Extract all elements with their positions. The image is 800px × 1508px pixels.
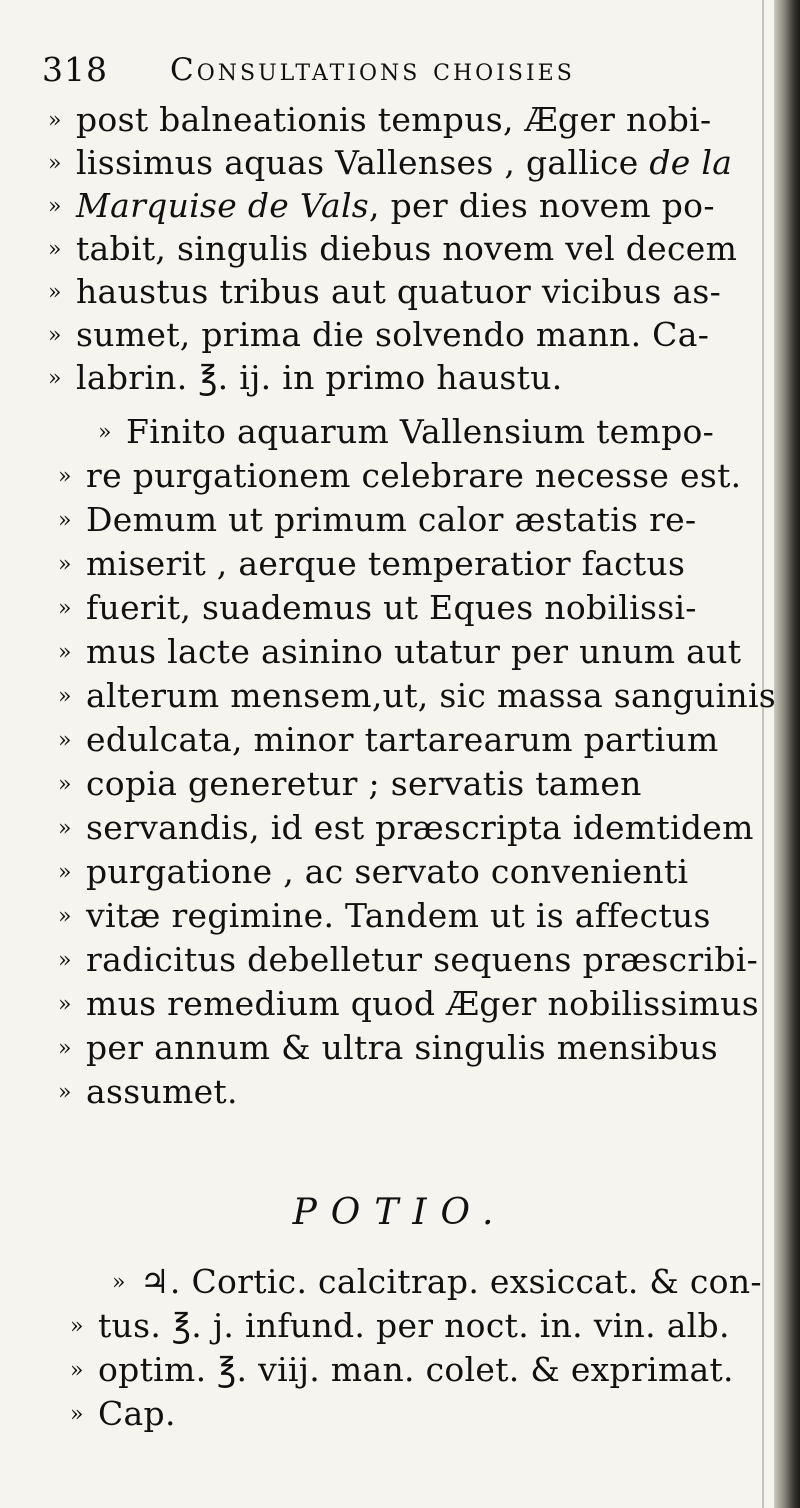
page-edge-line	[762, 0, 764, 1508]
text-line: » copia generetur ; servatis tamen	[58, 764, 642, 803]
text-line: » mus lacte asinino utatur per unum aut	[58, 632, 742, 671]
recipe-line: » optim. ℥. viij. man. colet. & exprimat.	[70, 1350, 734, 1389]
text-line: » sumet, prima die solvendo mann. Ca-	[48, 315, 710, 354]
text-line: » vitæ regimine. Tandem ut is affectus	[58, 896, 711, 935]
recipe-line: » ♃. Cortic. calcitrap. exsiccat. & con-	[112, 1262, 762, 1301]
text-line: » radicitus debelletur sequens præscribi-	[58, 940, 759, 979]
book-binding-edge	[774, 0, 800, 1508]
text-line: » miserit , aerque temperatior factus	[58, 544, 686, 583]
recipe-line: » Cap.	[70, 1394, 176, 1433]
section-heading: POTIO.	[292, 1192, 508, 1233]
text-line: » tabit, singulis diebus novem vel decem	[48, 229, 738, 268]
italic-phrase: de la	[649, 143, 733, 182]
text-line: » Marquise de Vals, per dies novem po-	[48, 186, 715, 225]
text-line: » mus remedium quod Æger nobilissimus	[58, 984, 759, 1023]
text-line: » servandis, id est præscripta idemtidem	[58, 808, 754, 847]
text-line: » re purgationem celebrare necesse est.	[58, 456, 742, 495]
text-line: » purgatione , ac servato convenienti	[58, 852, 689, 891]
text-line: » post balneationis tempus, Æger nobi-	[48, 100, 712, 139]
running-title: Consultations choisies	[170, 52, 575, 88]
text-line: » alterum mensem,ut, sic massa sanguinis	[58, 676, 777, 715]
text-line: » lissimus aquas Vallenses , gallice de la	[48, 143, 733, 182]
text-line: » Demum ut primum calor æstatis re-	[58, 500, 697, 539]
text-line: » assumet.	[58, 1072, 238, 1111]
page-number: 318	[42, 50, 108, 89]
text-line: » fuerit, suademus ut Eques nobilissi-	[58, 588, 697, 627]
text-line: » haustus tribus aut quatuor vicibus as-	[48, 272, 722, 311]
recipe-line: » tus. ℥. j. infund. per noct. in. vin. alb.	[70, 1306, 730, 1345]
text-line: » edulcata, minor tartarearum partium	[58, 720, 719, 759]
text-line: » labrin. ℥. ij. in primo haustu.	[48, 358, 563, 397]
italic-phrase: Marquise de Vals	[76, 186, 370, 225]
text-line: » per annum & ultra singulis mensibus	[58, 1028, 719, 1067]
text-line: » Finito aquarum Vallensium tempo-	[98, 412, 715, 451]
page-header	[42, 48, 742, 98]
